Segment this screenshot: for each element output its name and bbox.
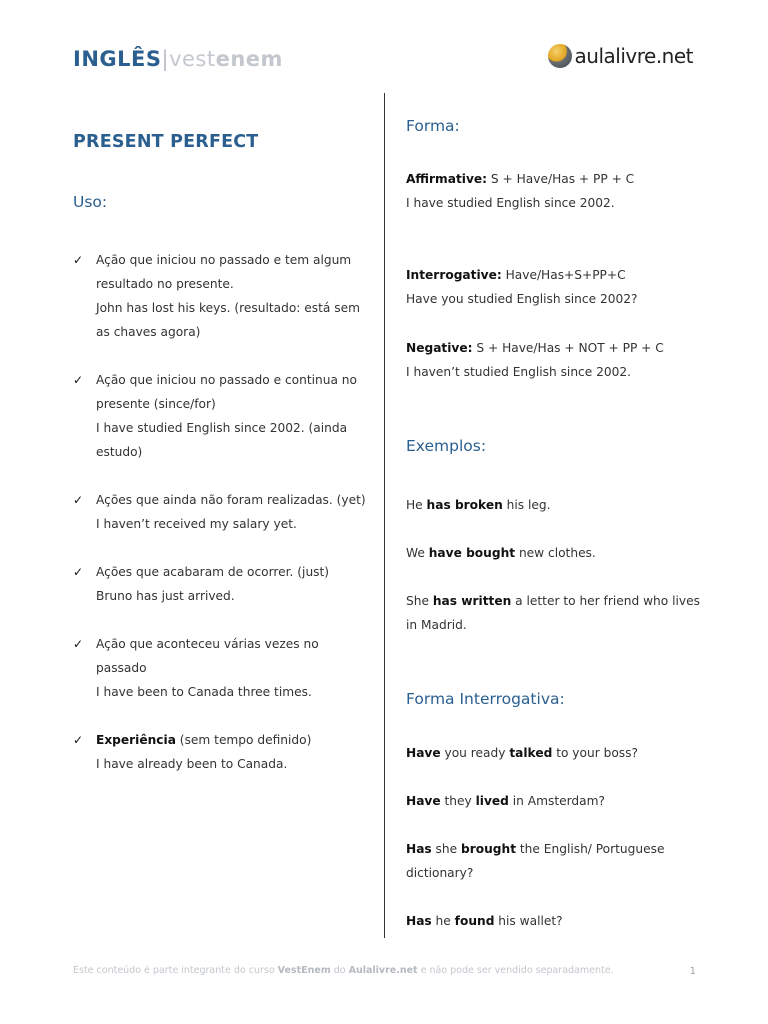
- forma-title: Forma:: [406, 117, 460, 135]
- list-item: [73, 560, 368, 608]
- example-verb: has broken: [426, 498, 503, 512]
- uso-line: I have studied English since 2002. (ainda: [96, 421, 348, 435]
- uso-line: Ação que aconteceu várias vezes no: [96, 637, 319, 651]
- example-verb: have bought: [428, 546, 516, 560]
- question-text: his wallet?: [494, 914, 563, 928]
- page-title: PRESENT PERFECT: [73, 132, 259, 152]
- affirmative-block: [406, 167, 706, 215]
- brand-subject: INGLÊS: [73, 47, 162, 71]
- uso-text: (sem tempo definido): [175, 733, 312, 747]
- example-text: new clothes.: [515, 546, 596, 560]
- footer-site: Aulalivre.net: [348, 965, 418, 976]
- checkmark-icon: ✓: [73, 493, 84, 507]
- example-text: He: [406, 498, 427, 512]
- list-item: [73, 368, 368, 464]
- uso-line: Ação que iniciou no passado e continua no: [96, 373, 357, 387]
- logo-text: aulalivre.net: [574, 44, 693, 68]
- affirmative-line: [406, 167, 706, 191]
- column-divider: [384, 93, 385, 938]
- example-line: in Madrid.: [406, 618, 467, 632]
- checkmark-icon: ✓: [73, 637, 84, 651]
- question-1: [406, 741, 706, 765]
- affirmative-label: Affirmative:: [406, 172, 488, 186]
- footer-text: do: [330, 965, 349, 976]
- interrogative-formula: Have/Has+S+PP+C: [501, 268, 626, 282]
- uso-line: John has lost his keys. (resultado: está sem: [96, 301, 360, 315]
- brand-title: [73, 47, 283, 71]
- question-verb: lived: [475, 794, 509, 808]
- uso-line: I have been to Canada three times.: [96, 685, 312, 699]
- question-text: she: [431, 842, 462, 856]
- uso-line: I have already been to Canada.: [96, 757, 288, 771]
- question-verb: found: [454, 914, 495, 928]
- uso-list: [73, 248, 368, 776]
- aulalivre-logo: [548, 44, 693, 68]
- uso-line: I haven’t received my salary yet.: [96, 517, 297, 531]
- question-text: they: [440, 794, 476, 808]
- example-text: She: [406, 594, 433, 608]
- example-text: We: [406, 546, 429, 560]
- list-item: [73, 488, 368, 536]
- footer-text: Este conteúdo é parte integrante do curso: [73, 965, 278, 976]
- question-text: to your boss?: [552, 746, 638, 760]
- uso-line: Ações que ainda não foram realizadas. (yet): [96, 493, 366, 507]
- example-1: [406, 493, 706, 517]
- question-aux: Has: [406, 842, 432, 856]
- checkmark-icon: ✓: [73, 373, 84, 387]
- example-line: [406, 589, 706, 613]
- uso-bold: Experiência: [96, 733, 176, 747]
- example-text: a letter to her friend who lives: [511, 594, 700, 608]
- uso-line: Ações que acabaram de ocorrer. (just): [96, 565, 330, 579]
- page-footer: [73, 965, 698, 976]
- example-text: his leg.: [502, 498, 551, 512]
- question-3: [406, 837, 706, 885]
- interrogativa-title: Forma Interrogativa:: [406, 690, 565, 708]
- negative-line: [406, 336, 706, 360]
- checkmark-icon: ✓: [73, 565, 84, 579]
- checkmark-icon: ✓: [73, 253, 84, 267]
- question-text: the English/ Portuguese: [516, 842, 665, 856]
- example-3: [406, 589, 706, 637]
- affirmative-formula: S + Have/Has + PP + C: [487, 172, 635, 186]
- question-text: he: [431, 914, 455, 928]
- uso-line: passado: [96, 661, 147, 675]
- footer-text: e não pode ser vendido separadamente.: [417, 965, 614, 976]
- interrogative-example: Have you studied English since 2002?: [406, 292, 638, 306]
- brand-enem: enem: [215, 47, 283, 71]
- interrogative-line: [406, 263, 706, 287]
- question-aux: Have: [406, 746, 441, 760]
- left-column: [73, 130, 368, 800]
- question-verb: brought: [461, 842, 517, 856]
- uso-line: resultado no presente.: [96, 277, 234, 291]
- uso-line: presente (since/for): [96, 397, 216, 411]
- list-item: [73, 632, 368, 704]
- example-2: [406, 541, 706, 565]
- example-verb: has written: [432, 594, 512, 608]
- interrogative-block: [406, 263, 706, 311]
- uso-line: Bruno has just arrived.: [96, 589, 235, 603]
- question-line: dictionary?: [406, 866, 474, 880]
- brand-vest: vest: [169, 47, 216, 71]
- uso-title: Uso:: [73, 193, 108, 211]
- aulalivre-globe-icon: [548, 44, 572, 68]
- exemplos-title: Exemplos:: [406, 437, 487, 455]
- uso-line: Ação que iniciou no passado e tem algum: [96, 253, 352, 267]
- negative-block: [406, 336, 706, 384]
- checkmark-icon: ✓: [73, 733, 84, 747]
- page-header: [73, 45, 693, 81]
- question-text: in Amsterdam?: [508, 794, 605, 808]
- page-number: 1: [689, 966, 696, 977]
- uso-line: estudo): [96, 445, 143, 459]
- question-verb: talked: [509, 746, 553, 760]
- list-item: [73, 728, 368, 776]
- question-2: [406, 789, 706, 813]
- uso-line: as chaves agora): [96, 325, 201, 339]
- right-column: [406, 114, 706, 933]
- negative-label: Negative:: [406, 341, 473, 355]
- footer-course: VestEnem: [277, 965, 331, 976]
- question-text: you ready: [440, 746, 510, 760]
- question-aux: Has: [406, 914, 432, 928]
- question-line: [406, 837, 706, 861]
- brand-separator: |: [161, 47, 170, 71]
- question-4: [406, 909, 706, 933]
- question-aux: Have: [406, 794, 441, 808]
- affirmative-example: I have studied English since 2002.: [406, 196, 615, 210]
- list-item: [73, 248, 368, 344]
- interrogative-label: Interrogative:: [406, 268, 502, 282]
- uso-line: [96, 728, 368, 752]
- negative-formula: S + Have/Has + NOT + PP + C: [472, 341, 664, 355]
- negative-example: I haven’t studied English since 2002.: [406, 365, 632, 379]
